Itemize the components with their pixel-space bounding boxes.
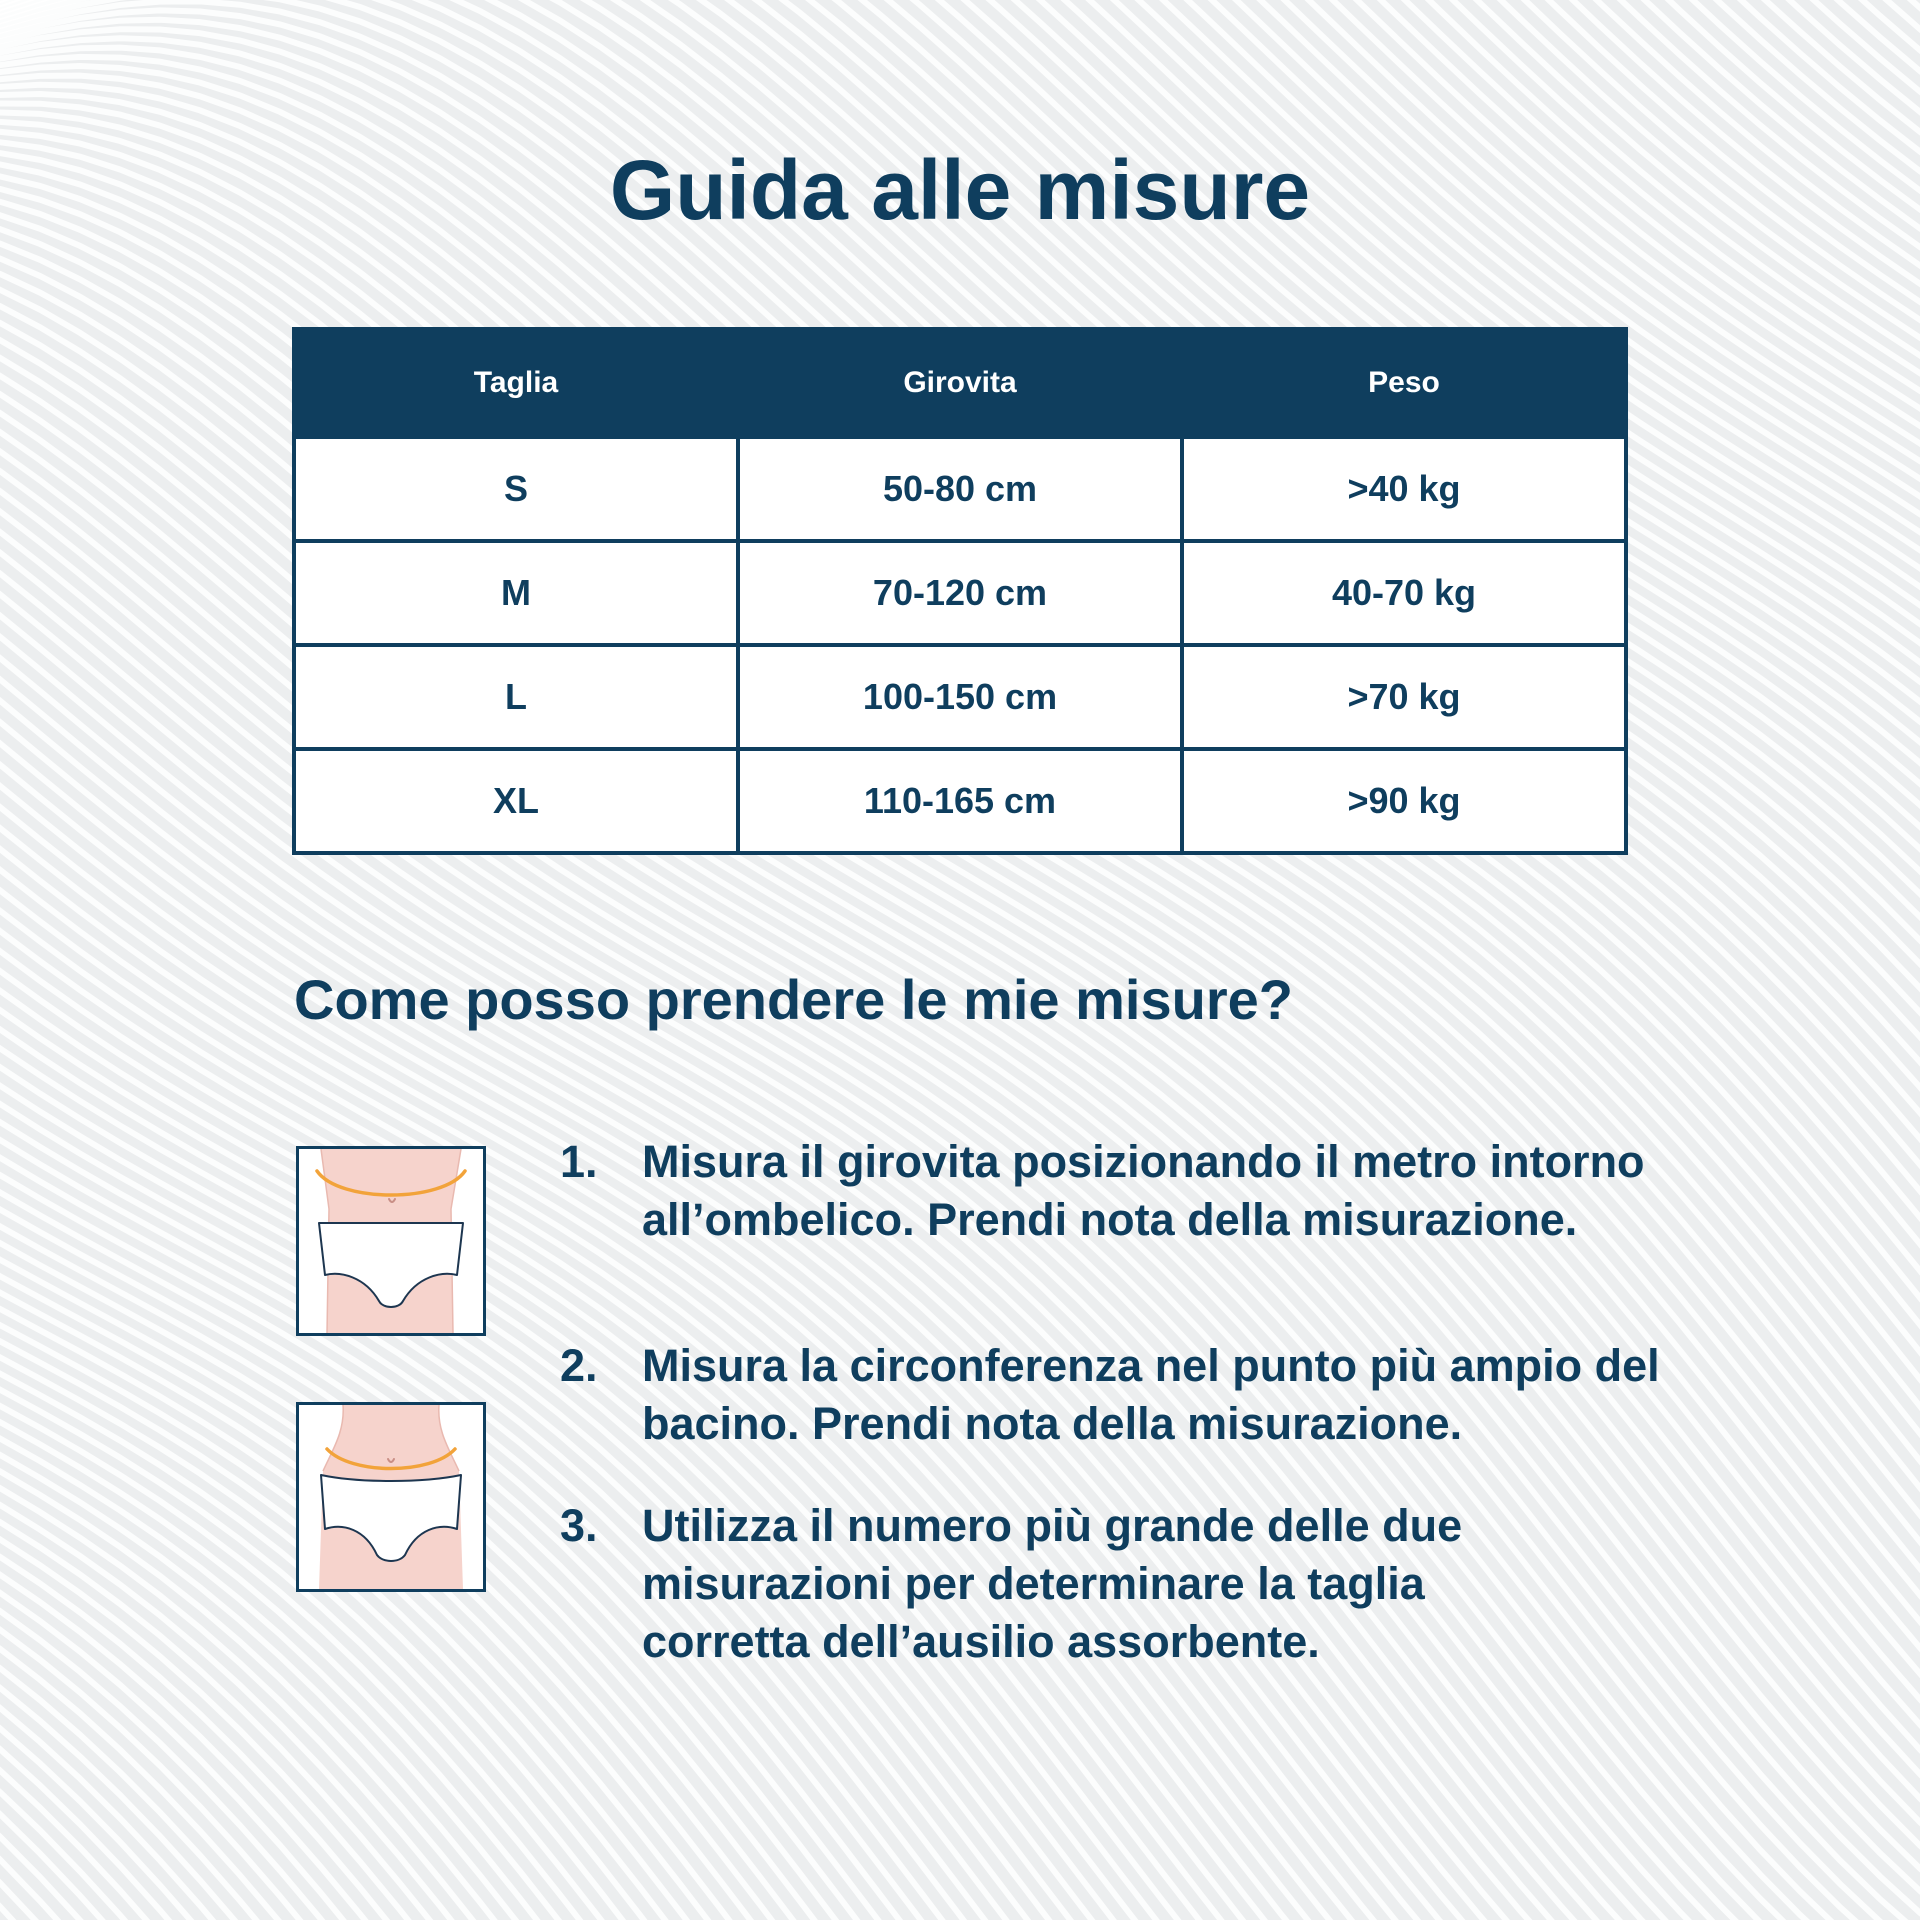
step-3: [560, 1497, 1580, 1671]
header-peso: Peso: [1182, 329, 1626, 437]
step-1: [560, 1133, 1700, 1249]
table-header-row: [294, 329, 1626, 437]
table-row: [294, 437, 1626, 541]
weight-cell: >90 kg: [1182, 749, 1626, 853]
weight-cell: >70 kg: [1182, 645, 1626, 749]
step-text: Misura la circonferenza nel punto più ampio del bacino. Prendi nota della misurazione.: [642, 1340, 1660, 1449]
table-row: [294, 645, 1626, 749]
hip-measure-icon: [296, 1402, 486, 1592]
step-text: Utilizza il numero più grande delle due misurazioni per determinare la taglia corretta dell’ausilio assorbente.: [642, 1500, 1463, 1667]
step-number: 1.: [560, 1136, 598, 1187]
waist-cell: 70-120 cm: [738, 541, 1182, 645]
header-taglia: Taglia: [294, 329, 738, 437]
step-number: 3.: [560, 1500, 598, 1551]
section-subtitle: Come posso prendere le mie misure?: [294, 968, 1293, 1031]
waist-cell: 50-80 cm: [738, 437, 1182, 541]
size-cell: L: [294, 645, 738, 749]
step-2: [560, 1337, 1700, 1453]
table-row: [294, 541, 1626, 645]
step-text: Misura il girovita posizionando il metro intorno all’ombelico. Prendi nota della misurazione.: [642, 1136, 1645, 1245]
header-girovita: Girovita: [738, 329, 1182, 437]
table-row: [294, 749, 1626, 853]
step-number: 2.: [560, 1340, 598, 1391]
page-title: Guida alle misure: [609, 143, 1311, 237]
waist-cell: 100-150 cm: [738, 645, 1182, 749]
size-cell: M: [294, 541, 738, 645]
size-table: [292, 327, 1628, 855]
weight-cell: >40 kg: [1182, 437, 1626, 541]
waist-cell: 110-165 cm: [738, 749, 1182, 853]
weight-cell: 40-70 kg: [1182, 541, 1626, 645]
size-cell: S: [294, 437, 738, 541]
waist-measure-icon: [296, 1146, 486, 1336]
size-cell: XL: [294, 749, 738, 853]
